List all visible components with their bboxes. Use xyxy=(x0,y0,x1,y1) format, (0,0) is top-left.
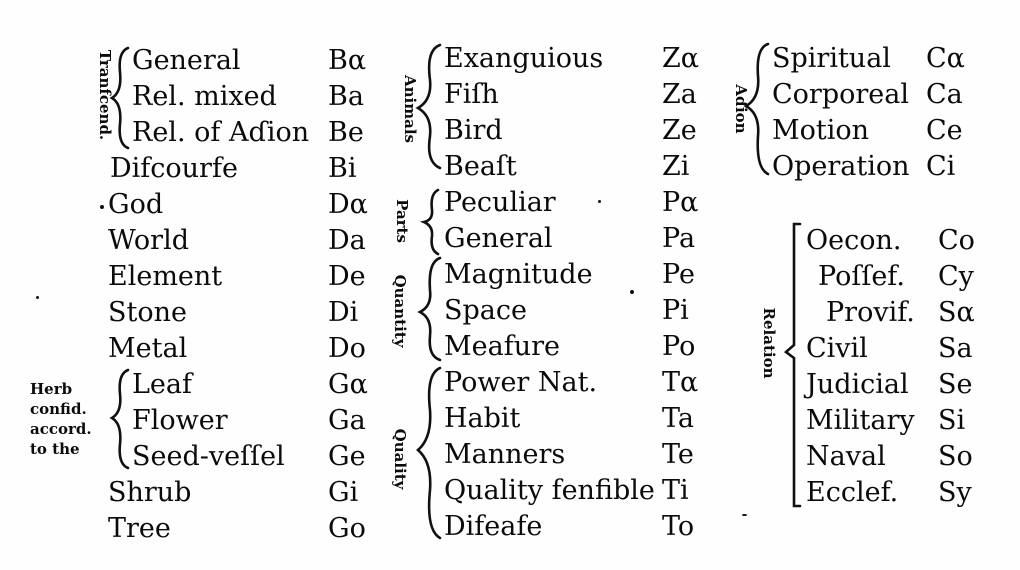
term-tree: Tree xyxy=(108,513,171,544)
code: Zα xyxy=(662,43,699,74)
term-exanguious: Exanguious xyxy=(444,43,604,74)
code: Te xyxy=(662,439,694,470)
herb-label-line: to the xyxy=(30,440,80,458)
code: Po xyxy=(662,331,696,362)
code: Ce xyxy=(926,115,963,146)
code: Do xyxy=(328,333,366,364)
ink-speck xyxy=(598,200,601,203)
term-leaf: Leaf xyxy=(132,369,192,400)
code: To xyxy=(662,511,695,542)
term-shrub: Shrub xyxy=(108,477,192,508)
term-operation: Operation xyxy=(772,151,910,182)
code: Bi xyxy=(328,153,357,184)
code: Ti xyxy=(662,475,689,506)
term-magnitude: Magnitude xyxy=(444,259,593,290)
term-metal: Metal xyxy=(108,333,188,364)
term-seed-vessel: Seed-veſſel xyxy=(132,441,285,472)
term-disease: Difeafe xyxy=(444,511,543,542)
term-peculiar: Peculiar xyxy=(444,187,556,218)
code: Tα xyxy=(662,367,699,398)
term-possessions: Poſſef. xyxy=(818,261,905,292)
term-manners: Manners xyxy=(444,439,566,470)
code: Ci xyxy=(926,151,956,182)
code: Be xyxy=(328,117,364,148)
term-world: World xyxy=(108,225,189,256)
term-general: General xyxy=(132,45,241,76)
code: De xyxy=(328,261,366,292)
term-ecclesiastical: Ecclef. xyxy=(806,477,899,508)
term-beast: Beaſt xyxy=(444,151,517,182)
code: Za xyxy=(662,79,697,110)
quantity-group-label: Quantity xyxy=(391,274,409,348)
ink-speck xyxy=(742,514,747,516)
code: Ba xyxy=(328,81,364,112)
code: Sα xyxy=(938,297,975,328)
code: Ze xyxy=(662,115,697,146)
parts-group-label: Parts xyxy=(393,199,411,243)
term-element: Element xyxy=(108,261,223,292)
term-naval: Naval xyxy=(806,441,886,472)
term-measure: Meafure xyxy=(444,331,560,362)
term-provisions: Provif. xyxy=(826,297,915,328)
code: Pa xyxy=(662,223,696,254)
term-power-natural: Power Nat. xyxy=(444,367,598,398)
code: Co xyxy=(938,225,975,256)
code: Sy xyxy=(938,477,972,508)
term-rel-mixed: Rel. mixed xyxy=(132,81,277,112)
code: Ge xyxy=(328,441,366,472)
code: Bα xyxy=(328,45,367,76)
code: Ca xyxy=(926,79,963,110)
action-group-label: Aɗion xyxy=(732,84,750,134)
term-fish: Fiſh xyxy=(444,79,499,110)
herb-label-line: Herb xyxy=(30,380,73,398)
transcendental-group-label: Tranfcend. xyxy=(96,49,114,141)
code: Gi xyxy=(328,477,359,508)
term-corporeal: Corporeal xyxy=(772,79,909,110)
term-military: Military xyxy=(806,405,915,436)
code: Se xyxy=(938,369,973,400)
code: Si xyxy=(938,405,966,436)
code: Sa xyxy=(938,333,973,364)
animals-group-label: Animals xyxy=(401,75,419,143)
ink-speck xyxy=(100,205,104,209)
herb-label-line: accord. xyxy=(30,420,92,438)
term-god: God xyxy=(108,189,164,220)
code: Cα xyxy=(926,43,965,74)
term-space: Space xyxy=(444,295,527,326)
code: Dα xyxy=(328,189,368,220)
code: Ga xyxy=(328,405,366,436)
code: Ta xyxy=(662,403,695,434)
term-motion: Motion xyxy=(772,115,870,146)
ink-speck xyxy=(630,290,634,294)
quality-group-label: Quality xyxy=(391,428,409,490)
code: Pα xyxy=(662,187,699,218)
code: Zi xyxy=(662,151,690,182)
term-general: General xyxy=(444,223,553,254)
relation-group-label: Relation xyxy=(760,307,778,379)
code: Cy xyxy=(938,261,974,292)
code: So xyxy=(938,441,973,472)
code: Pe xyxy=(662,259,695,290)
code: Di xyxy=(328,297,359,328)
code: Gα xyxy=(328,369,368,400)
term-discourse: Difcourfe xyxy=(110,153,238,184)
term-oeconomical: Oecon. xyxy=(806,225,902,256)
term-flower: Flower xyxy=(132,405,228,436)
code: Pi xyxy=(662,295,689,326)
term-bird: Bird xyxy=(444,115,503,146)
term-judicial: Judicial xyxy=(806,369,909,400)
term-stone: Stone xyxy=(108,297,187,328)
ink-speck xyxy=(36,296,39,299)
code: Da xyxy=(328,225,366,256)
term-quality-sensible: Quality fenfible xyxy=(444,475,655,506)
term-rel-of-action: Rel. of Aɗion xyxy=(132,117,310,148)
term-civil: Civil xyxy=(806,333,868,364)
term-spiritual: Spiritual xyxy=(772,43,891,74)
code: Go xyxy=(328,513,366,544)
term-habit: Habit xyxy=(444,403,521,434)
herb-label-line: confid. xyxy=(30,400,87,418)
